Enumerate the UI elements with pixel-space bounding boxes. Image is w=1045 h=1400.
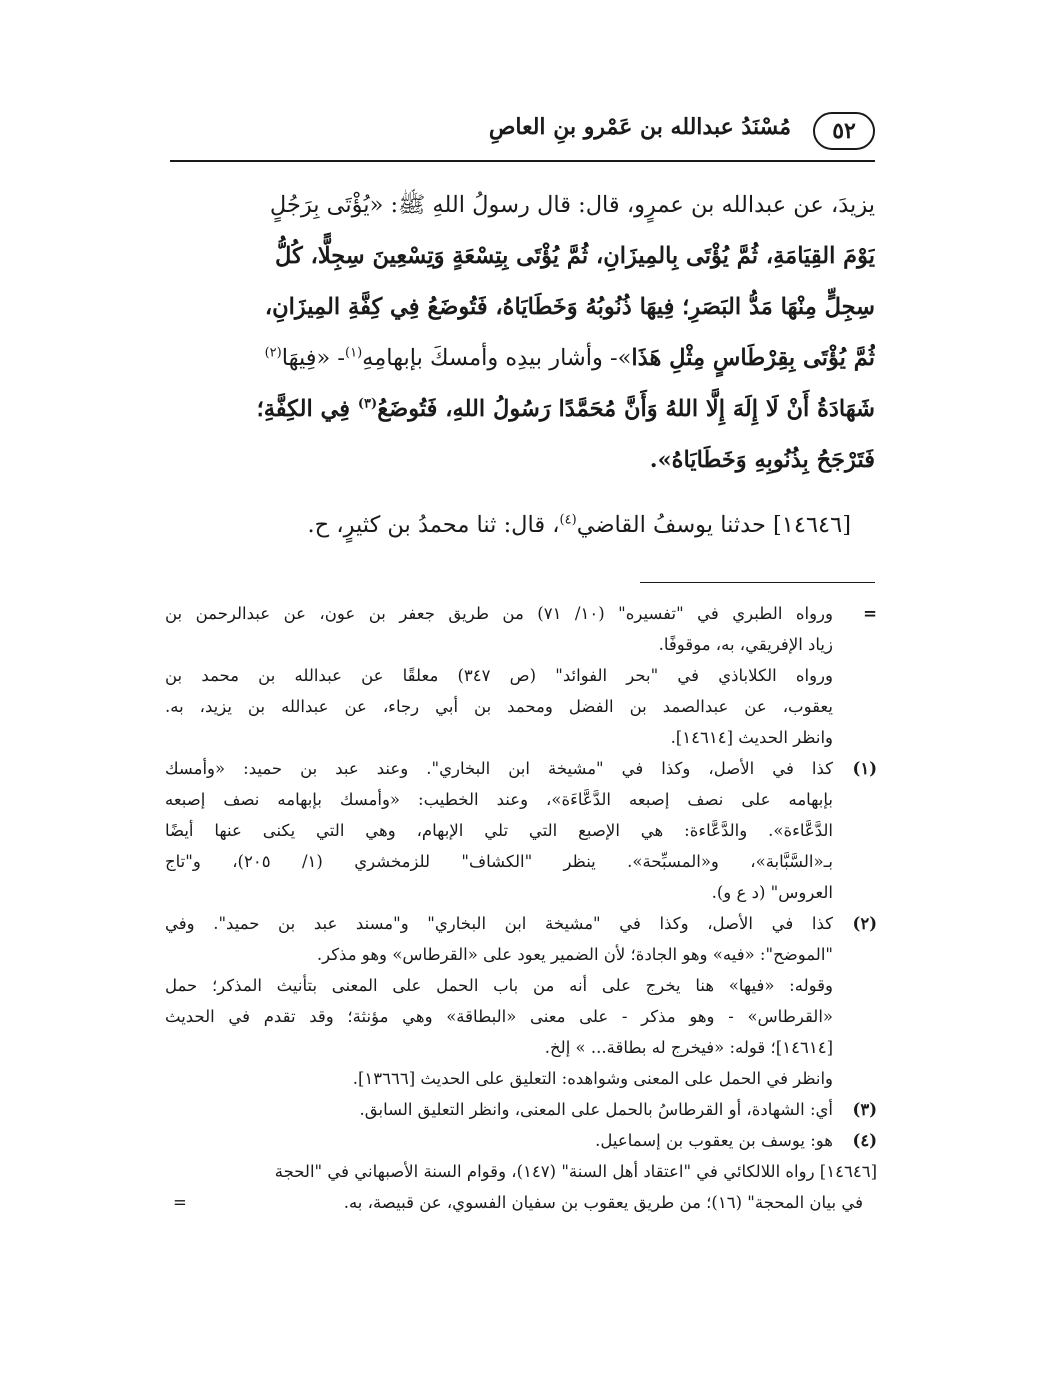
footnote-number: (٤): [852, 1131, 877, 1150]
footnote-ref-1[interactable]: (١): [345, 345, 363, 361]
page-header: [170, 112, 875, 156]
footnote-number: (١): [852, 759, 877, 778]
continuation-mark: =: [863, 604, 877, 623]
main-text: [170, 180, 875, 486]
footnote-1: (١) كذا في الأصل، وكذا في "مشيخة ابن البخاري". وعند عبد بن حميد: «وأمسك بإبهامه على نصف إصبعه الدَّعَّاءَة»، وعند الخطيب: «وأمسك بإبهامه نصف إصبعه الدَّعَّاءة». والدَّعَّاءة: هي الإصبع التي تلي الإبهام، وهي التي يكنى عنها أيضًا بـ«السَّبَّابة»، و«المسبِّحة». ينظر "الكشاف" للزمخشري (١/ ٢٠٥)، و"تاج العروس" (د ع و).: [165, 753, 877, 908]
footnote-ref-2[interactable]: (٢): [264, 345, 282, 361]
footnotes: [165, 598, 877, 1218]
header-rule: [170, 160, 875, 162]
page-number: ٥٢: [832, 118, 856, 144]
main-line-3: سِجِلٍّ مِنْهَا مَدُّ البَصَرِ؛ فِيهَا ذُنُوبُهُ وَخَطَايَاهُ، فَتُوضَعُ فِي كِفَّةِ المِيزَانِ،: [264, 294, 875, 320]
footnote-number: (٣): [852, 1100, 877, 1119]
footnote-ref-4[interactable]: (٤): [559, 512, 577, 528]
footnote-2: (٢) كذا في الأصل، وكذا في "مشيخة ابن البخاري" و"مسند عبد بن حميد". وفي "الموضح": «فيه» وهو الجادة؛ لأن الضمير يعود على «القرطاس» وهو مذكر. وقوله: «فيها» هنا يخرج على أنه من باب الحمل على المعنى بتأنيث المذكر؛ حمل «القرطاس» - وهو مذكر - على معنى «البطاقة» وهي مؤنثة؛ وقد تقدم في الحديث [١٤٦١٤]؛ قوله: «فيخرج له بطاقة... » إلخ. وانظر في الحمل على المعنى وشواهده: التعليق على الحديث [١٣٦٦٦].: [165, 908, 877, 1094]
footnote-number: (٢): [852, 914, 877, 933]
main-line-4: ثُمَّ يُؤْتَى بِقِرْطَاسٍ مِثْلِ هَذَا»- وأشار بيدِه وأمسكَ بإبهامِهِ$^{(١)}$- «فِيهَا$^{(٢)}$: [264, 345, 875, 371]
footnote-3: (٣) أي: الشهادة، أو القرطاسُ بالحمل على المعنى، وانظر التعليق السابق.: [165, 1094, 877, 1125]
main-line-1: يزيدَ، عن عبدالله بن عمرٍو، قال: قال رسولُ اللهِ ﷺ: «يُؤْتَى بِرَجُلٍ: [269, 192, 875, 218]
main-line-6: فَتَرْجَحُ بِذُنُوبِهِ وَخَطَايَاهُ».: [649, 447, 875, 473]
main-line-2: يَوْمَ القِيَامَةِ، ثُمَّ يُؤْتَى بِالمِيزَانِ، ثُمَّ يُؤْتَى بِتِسْعَةٍ وَتِسْعِينَ سِجِلًّا، كُلُّ: [275, 243, 875, 269]
takhrij-note: [١٤٦٤٦] رواه اللالكائي في "اعتقاد أهل السنة" (١٤٧)، وقوام السنة الأصبهاني في "الحجة في بيان المحجة" (١٦)؛ من طريق يعقوب بن سفيان الفسوي، عن قبيصة، به. =: [165, 1156, 877, 1218]
continuation-mark-end: =: [173, 1193, 187, 1212]
main-line-5: شَهَادَةُ أَنْ لَا إِلَهَ إِلَّا اللهُ وَأَنَّ مُحَمَّدًا رَسُولُ اللهِ، فَتُوضَعُ$^{(٣)}$ فِي الكِفَّةِ؛: [256, 396, 875, 422]
footnote-separator: [640, 582, 875, 583]
hadith-entry: [١٤٦٤٦] حدثنا يوسفُ القاضي$^{(٤)}$، قال: ثنا محمدُ بن كثيرٍ، ح.: [307, 512, 851, 538]
footnote-continuation: = ورواه الطبري في "تفسيره" (١٠/ ٧١) من طريق جعفر بن عون، عن عبدالرحمن بن زياد الإفريقي، به، موقوفًا. ورواه الكلاباذي في "بحر الفوائد" (ص ٣٤٧) معلقًا عن عبدالله بن محمد بن يعقوب، عن عبدالصمد بن الفضل ومحمد بن أبي رجاء، عن عبدالله بن يزيد، به. وانظر الحديث [١٤٦١٤].: [165, 598, 877, 753]
running-title: مُسْنَدُ عبدالله بن عَمْرو بنِ العاصِ: [488, 114, 791, 140]
page-number-badge: [813, 112, 875, 150]
footnote-ref-3[interactable]: (٣): [357, 396, 378, 412]
footnote-4: (٤) هو: يوسف بن يعقوب بن إسماعيل.: [165, 1125, 877, 1156]
